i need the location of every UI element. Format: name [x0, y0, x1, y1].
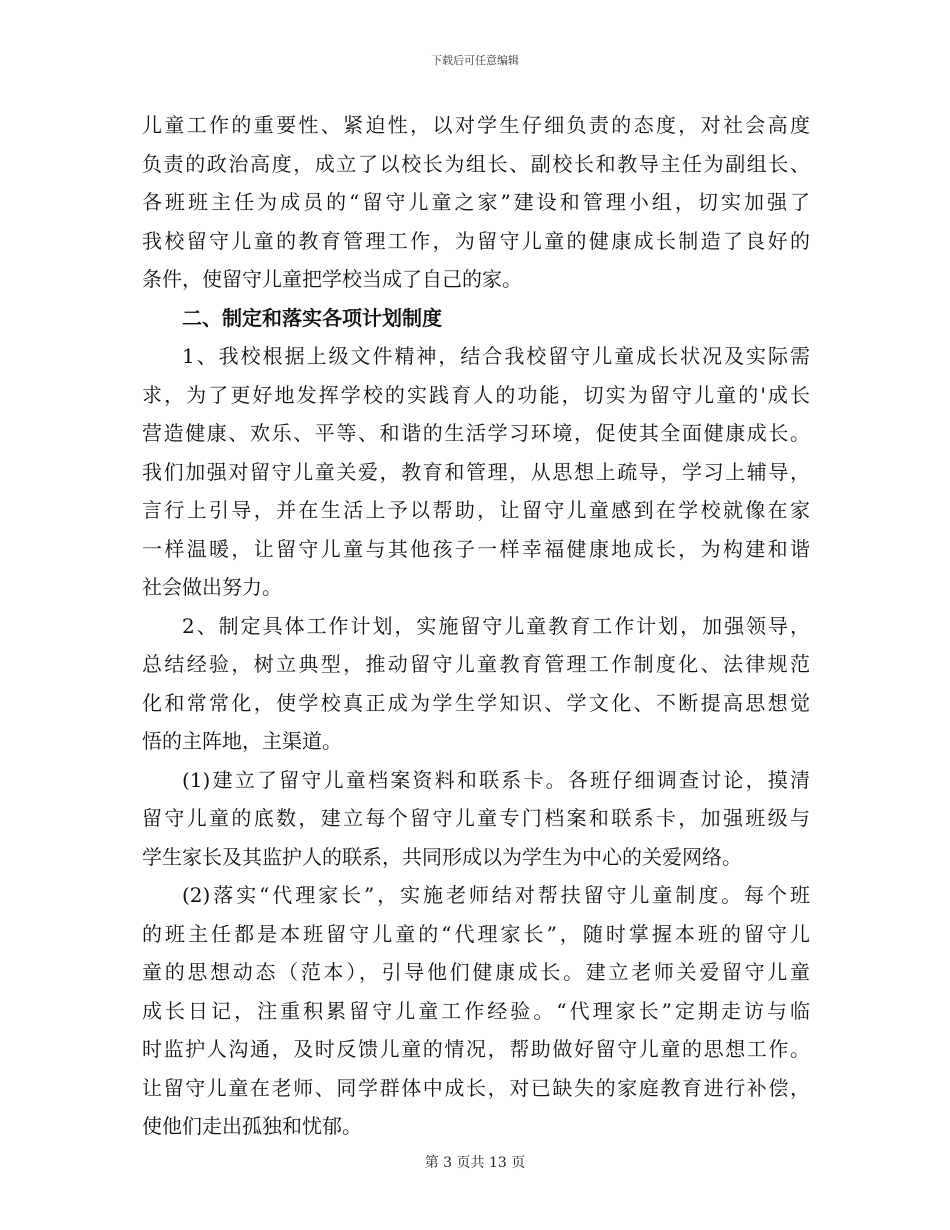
text-line: (2)落实“代理家长”，实施老师结对帮扶留守儿童制度。每个班: [182, 883, 810, 907]
text-line: 我校留守儿童的教育管理工作，为留守儿童的健康成长制造了良好的: [142, 228, 810, 253]
section-heading: 二、制定和落实各项计划制度: [182, 305, 442, 330]
text-line: 负责的政治高度，成立了以校长为组长、副校长和教导主任为副组长、: [142, 151, 810, 176]
text-line: 我们加强对留守儿童关爱，教育和管理，从思想上疏导，学习上辅导，: [142, 459, 810, 484]
text-line: 化和常常化，使学校真正成为学生学知识、学文化、不断提高思想觉: [142, 690, 810, 715]
text-line: 条件，使留守儿童把学校当成了自己的家。: [142, 267, 522, 291]
text-line: 各班班主任为成员的“留守儿童之家”建设和管理小组，切实加强了: [142, 190, 810, 214]
text-line: 1、我校根据上级文件精神，结合我校留守儿童成长状况及实际需: [182, 344, 810, 368]
text-line: 总结经验，树立典型，推动留守儿童教育管理工作制度化、法律规范: [142, 652, 810, 676]
text-line: 2、制定具体工作计划，实施留守儿童教育工作计划，加强领导，: [182, 613, 810, 638]
text-line: 一样温暖，让留守儿童与其他孩子一样幸福健康地成长，为构建和谐: [142, 536, 810, 561]
body-text: [142, 106, 810, 1146]
text-line: 让留守儿童在老师、同学群体中成长，对已缺失的家庭教育进行补偿，: [142, 1075, 810, 1100]
text-line: 的班主任都是本班留守儿童的“代理家长”，随时掌握本班的留守儿: [142, 921, 810, 946]
page-footer: 第 3 页共 13 页: [424, 1155, 526, 1171]
text-line: 成长日记，注重积累留守儿童工作经验。“代理家长”定期走访与临: [142, 998, 810, 1023]
text-line: 学生家长及其监护人的联系，共同形成以为学生为中心的关爱网络。: [142, 844, 742, 869]
text-line: 童的思想动态（范本），引导他们健康成长。建立老师关爱留守儿童: [142, 960, 810, 984]
text-line: 社会做出努力。: [142, 575, 282, 599]
text-line: 留守儿童的底数，建立每个留守儿童专门档案和联系卡，加强班级与: [142, 806, 810, 830]
text-line: 言行上引导，并在生活上予以帮助，让留守儿童感到在学校就像在家: [142, 498, 810, 522]
text-line: 儿童工作的重要性、紧迫性，以对学生仔细负责的态度，对社会高度: [142, 113, 810, 137]
text-line: 求，为了更好地发挥学校的实践育人的功能，切实为留守儿童的'成长: [142, 382, 810, 407]
text-line: 营造健康、欢乐、平等、和谐的生活学习环境，促使其全面健康成长。: [142, 421, 810, 445]
text-line: 时监护人沟通，及时反馈儿童的情况，帮助做好留守儿童的思想工作。: [142, 1037, 810, 1061]
page-header: 下载后可任意编辑: [431, 54, 519, 67]
text-line: 使他们走出孤独和忧郁。: [142, 1114, 362, 1138]
text-line: (1)建立了留守儿童档案资料和联系卡。各班仔细调查讨论，摸清: [182, 767, 810, 792]
text-line: 悟的主阵地，主渠道。: [142, 729, 342, 753]
